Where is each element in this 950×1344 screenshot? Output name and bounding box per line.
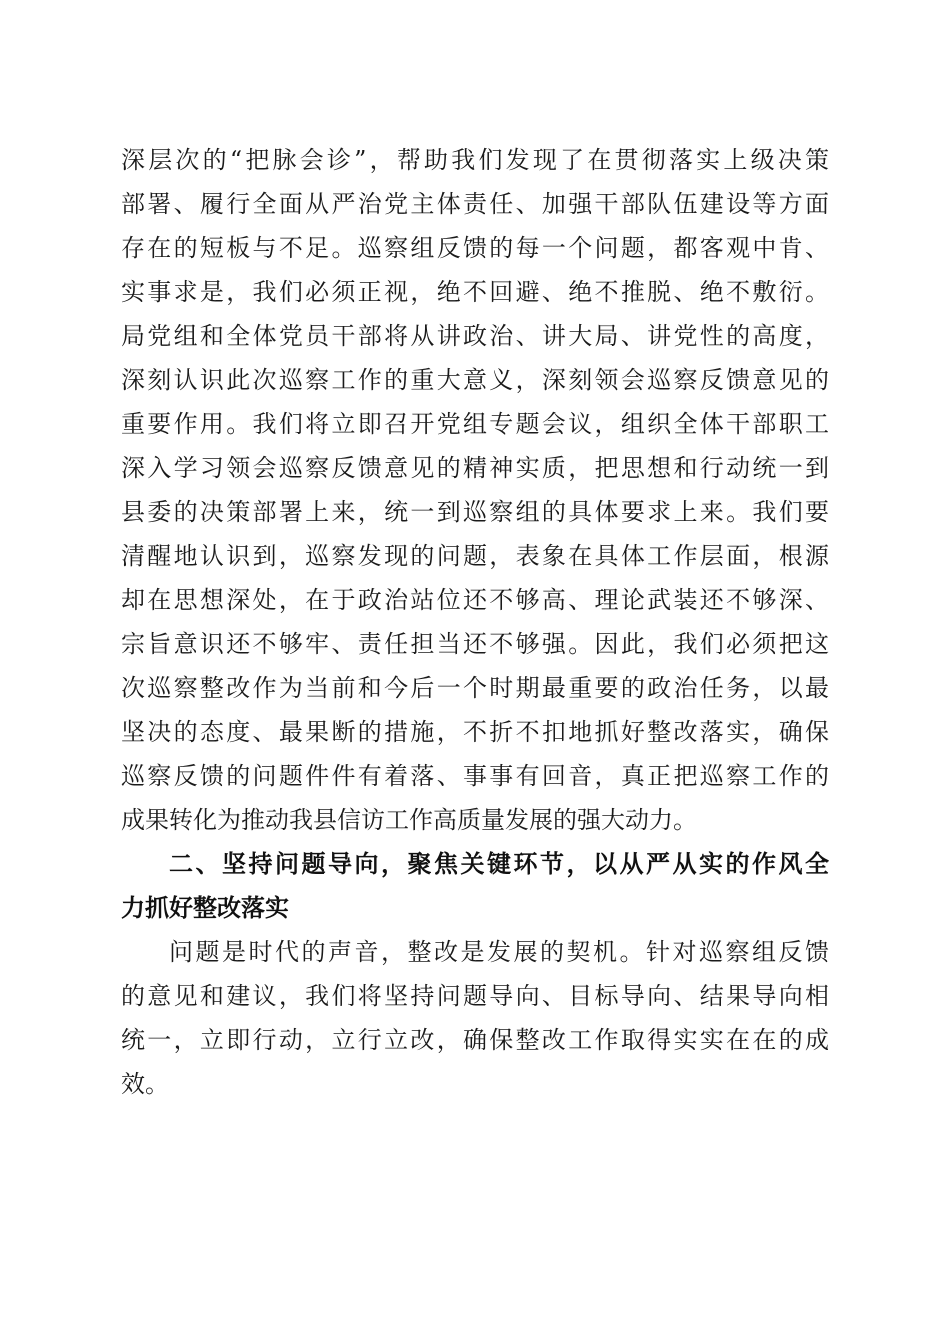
paragraph-line: 的意见和建议，我们将坚持问题导向、目标导向、结果导向相	[121, 982, 829, 1010]
paragraph-line: 深层次的“把脉会诊”，帮助我们发现了在贯彻落实上级决策	[121, 146, 829, 174]
paragraph-line: 深刻认识此次巡察工作的重大意义，深刻领会巡察反馈意见的	[121, 366, 829, 394]
paragraph-line: 存在的短板与不足。巡察组反馈的每一个问题，都客观中肯、	[121, 234, 829, 262]
paragraph-line: 部署、履行全面从严治党主体责任、加强干部队伍建设等方面	[121, 190, 829, 218]
paragraph-line: 统一，立即行动，立行立改，确保整改工作取得实实在在的成	[121, 1026, 829, 1054]
paragraph-line: 巡察反馈的问题件件有着落、事事有回音，真正把巡察工作的	[121, 762, 829, 790]
paragraph-line: 深入学习领会巡察反馈意见的精神实质，把思想和行动统一到	[121, 454, 829, 482]
paragraph-line: 效。	[121, 1070, 169, 1098]
paragraph-line: 次巡察整改作为当前和今后一个时期最重要的政治任务，以最	[121, 674, 829, 702]
paragraph-line: 问题是时代的声音，整改是发展的契机。针对巡察组反馈	[169, 938, 829, 966]
paragraph-line: 清醒地认识到，巡察发现的问题，表象在具体工作层面，根源	[121, 542, 829, 570]
section-heading: 二、坚持问题导向，聚焦关键环节，以从严从实的作风全	[169, 850, 829, 878]
section-heading: 力抓好整改落实	[121, 894, 289, 922]
paragraph-line: 实事求是，我们必须正视，绝不回避、绝不推脱、绝不敷衍。	[121, 278, 829, 306]
paragraph-line: 局党组和全体党员干部将从讲政治、讲大局、讲党性的高度，	[121, 322, 829, 350]
paragraph-line: 坚决的态度、最果断的措施，不折不扣地抓好整改落实，确保	[121, 718, 829, 746]
paragraph-line: 重要作用。我们将立即召开党组专题会议，组织全体干部职工	[121, 410, 829, 438]
paragraph-line: 县委的决策部署上来，统一到巡察组的具体要求上来。我们要	[121, 498, 829, 526]
paragraph-line: 宗旨意识还不够牢、责任担当还不够强。因此，我们必须把这	[121, 630, 829, 658]
paragraph-line: 成果转化为推动我县信访工作高质量发展的强大动力。	[121, 806, 697, 834]
paragraph-line: 却在思想深处，在于政治站位还不够高、理论武装还不够深、	[121, 586, 829, 614]
